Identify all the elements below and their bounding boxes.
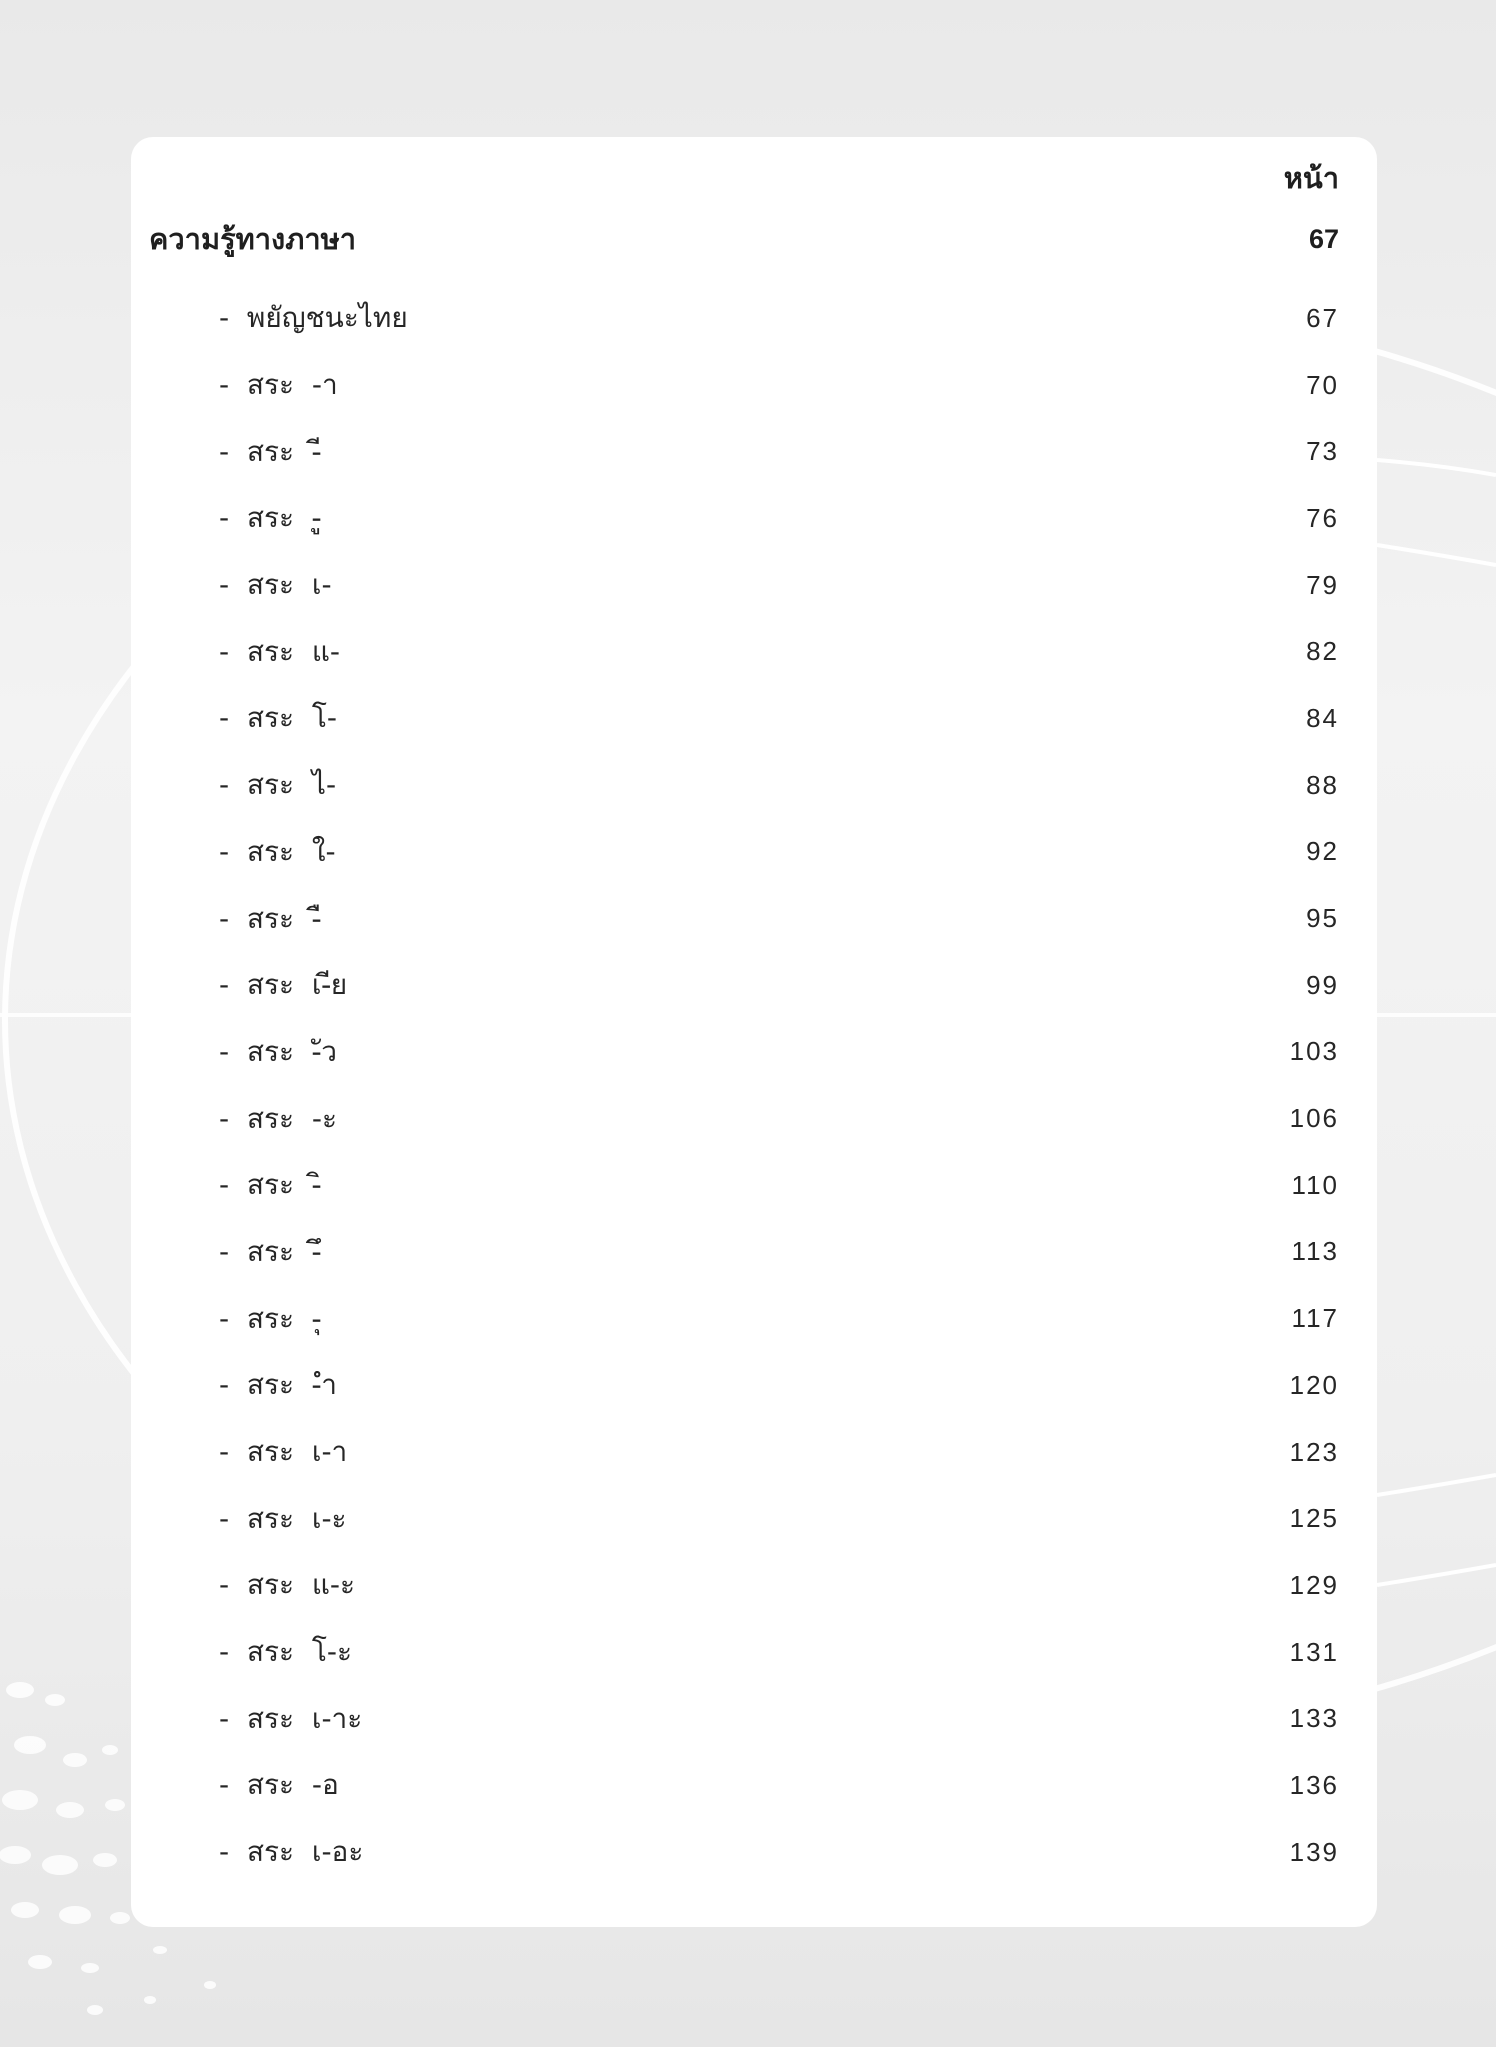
toc-item-label: - สระ -อ (219, 1768, 339, 1802)
toc-item[interactable] (219, 552, 1339, 619)
toc-item-page: 133 (1289, 1703, 1339, 1734)
toc-item-label: - สระ -ึ (219, 1234, 322, 1268)
toc-item-label: - สระ -ุ (219, 1301, 322, 1335)
toc-item[interactable] (219, 1485, 1339, 1552)
toc-item[interactable] (219, 1219, 1339, 1286)
toc-item-page: 88 (1306, 769, 1339, 800)
toc-item[interactable] (219, 1619, 1339, 1686)
toc-item-page: 106 (1289, 1103, 1339, 1134)
toc-item[interactable] (219, 952, 1339, 1019)
toc-item-label: - สระ เ-ีย (219, 968, 348, 1002)
toc-card (131, 137, 1377, 1927)
toc-item-label: - สระ -ี (219, 434, 322, 468)
toc-item-page: 76 (1306, 502, 1339, 533)
toc-item-label: - สระ แ-ะ (219, 1568, 356, 1602)
toc-item-label: - สระ เ- (219, 568, 332, 602)
toc-item-page: 129 (1289, 1569, 1339, 1600)
toc-item-page: 84 (1306, 702, 1339, 733)
toc-item[interactable] (219, 819, 1339, 886)
toc-item-page: 70 (1306, 369, 1339, 400)
toc-item-label: - สระ เ-อะ (219, 1835, 364, 1869)
toc-item-label: - สระ -ัว (219, 1034, 337, 1068)
toc-item-label: - สระ เ-าะ (219, 1701, 363, 1735)
toc-item-page: 110 (1291, 1169, 1339, 1200)
toc-item-page: 92 (1306, 836, 1339, 867)
page-column-header: หน้า (1283, 161, 1339, 195)
toc-item-label: - สระ เ-า (219, 1435, 348, 1469)
toc-item-page: 95 (1306, 903, 1339, 934)
toc-item-page: 131 (1289, 1636, 1339, 1667)
toc-item-page: 79 (1306, 569, 1339, 600)
toc-item-label: - พยัญชนะไทย (219, 301, 408, 335)
toc-item-label: - สระ โ- (219, 701, 338, 735)
toc-item-label: - สระ แ- (219, 634, 341, 668)
toc-item[interactable] (219, 485, 1339, 552)
toc-item-label: - สระ -ื (219, 901, 322, 935)
toc-item-label: - สระ -ิ (219, 1168, 322, 1202)
toc-list (219, 285, 1339, 1886)
toc-item-label: - สระ -ำ (219, 1368, 337, 1402)
toc-item[interactable] (219, 1752, 1339, 1819)
toc-item-page: 120 (1289, 1369, 1339, 1400)
toc-item[interactable] (219, 1019, 1339, 1086)
toc-item-page: 73 (1306, 436, 1339, 467)
toc-item-page: 136 (1289, 1769, 1339, 1800)
toc-item[interactable] (219, 685, 1339, 752)
section-page-number: 67 (1308, 223, 1339, 254)
toc-item[interactable] (219, 1352, 1339, 1419)
toc-item-page: 117 (1291, 1303, 1339, 1334)
toc-section-row[interactable] (149, 219, 1339, 259)
toc-item[interactable] (219, 618, 1339, 685)
toc-item-label: - สระ ใ- (219, 834, 336, 868)
toc-item-page: 67 (1306, 302, 1339, 333)
toc-item[interactable] (219, 352, 1339, 419)
toc-item[interactable] (219, 418, 1339, 485)
toc-item[interactable] (219, 1085, 1339, 1152)
toc-item-page: 103 (1289, 1036, 1339, 1067)
toc-item[interactable] (219, 1552, 1339, 1619)
toc-item-page: 125 (1289, 1503, 1339, 1534)
toc-item[interactable] (219, 1152, 1339, 1219)
toc-item[interactable] (219, 1419, 1339, 1486)
toc-item-label: - สระ -ู (219, 501, 322, 535)
toc-item-page: 113 (1291, 1236, 1339, 1267)
toc-item-label: - สระ เ-ะ (219, 1501, 347, 1535)
toc-item-page: 99 (1306, 969, 1339, 1000)
toc-item-page: 123 (1289, 1436, 1339, 1467)
toc-item[interactable] (219, 1285, 1339, 1352)
toc-item-page: 139 (1289, 1836, 1339, 1867)
toc-item[interactable] (219, 1685, 1339, 1752)
toc-item-label: - สระ -ะ (219, 1101, 338, 1135)
section-title: ความรู้ทางภาษา (149, 222, 357, 256)
toc-item-label: - สระ -า (219, 368, 338, 402)
toc-item-page: 82 (1306, 636, 1339, 667)
toc-item[interactable] (219, 1819, 1339, 1886)
toc-item-label: - สระ โ-ะ (219, 1635, 353, 1669)
toc-item[interactable] (219, 885, 1339, 952)
toc-item-label: - สระ ไ- (219, 768, 337, 802)
toc-item[interactable] (219, 752, 1339, 819)
toc-item-consonants[interactable] (219, 285, 1339, 352)
